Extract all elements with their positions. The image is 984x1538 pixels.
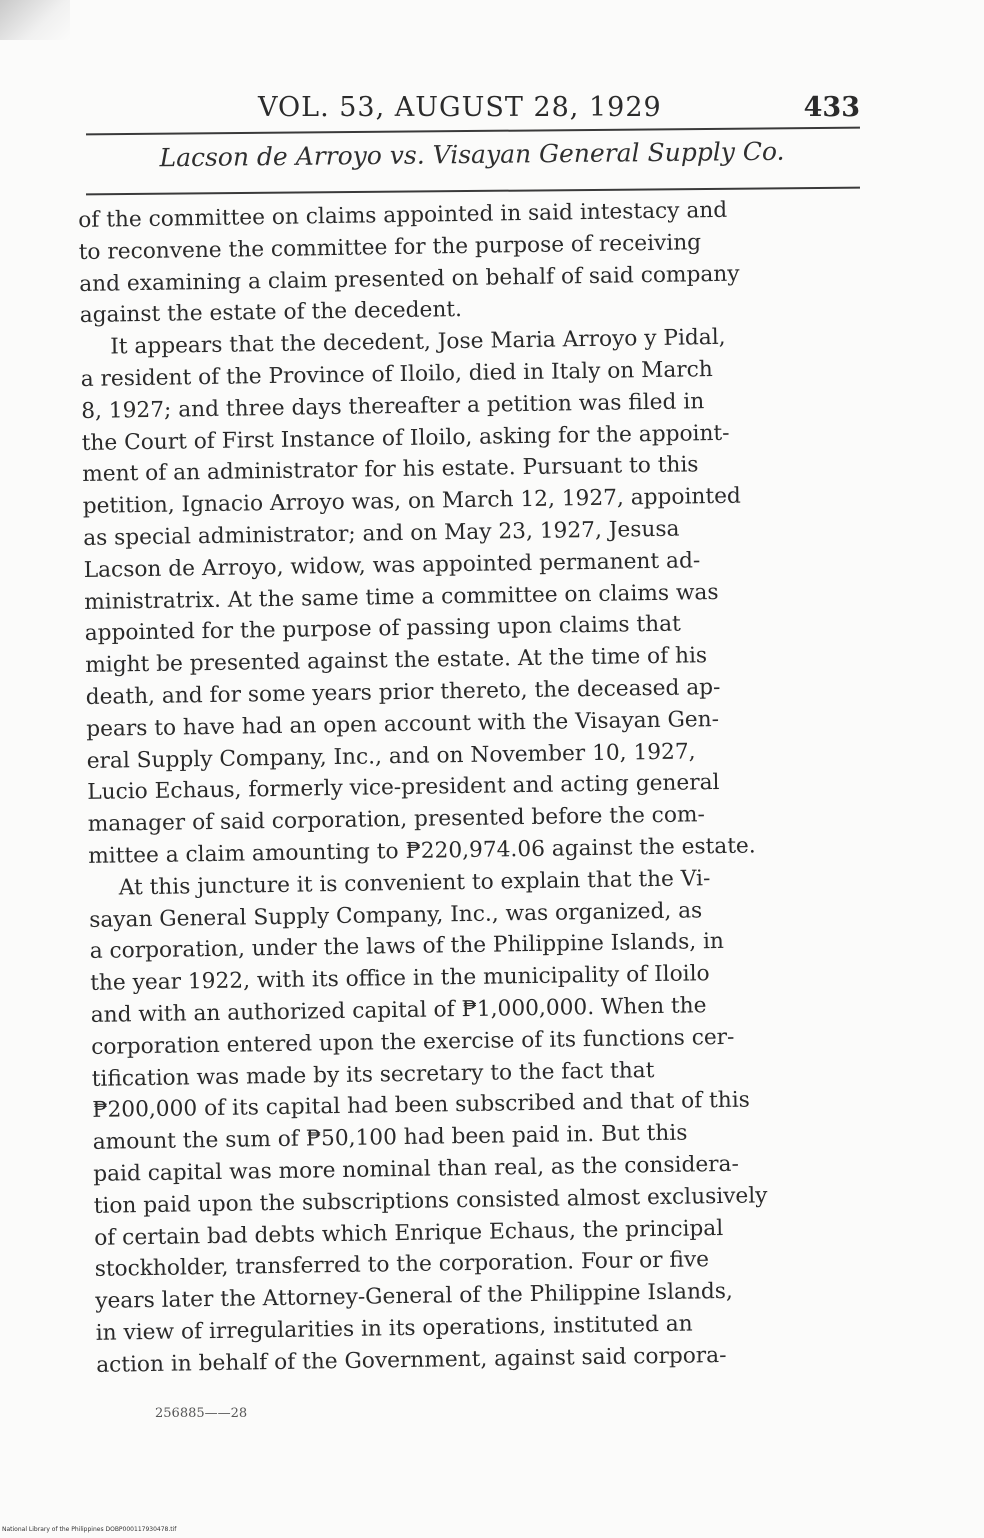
text-line: a resident of the Province of Iloilo, died in Italy on March <box>80 357 713 392</box>
text-line: the year 1922, with its office in the municipality of Iloilo <box>90 961 710 997</box>
text-line: ₱200,000 of its capital had been subscribed and that of this <box>92 1087 751 1124</box>
text-line: manager of said corporation, presented before the com- <box>87 802 706 838</box>
text-line: and with an authorized capital of ₱1,000,000. When the <box>90 993 707 1028</box>
text-line: appointed for the purpose of passing upon claims that <box>84 611 681 647</box>
text-line: ment of an administrator for his estate. Pursuant to this <box>82 452 699 488</box>
text-line: eral Supply Company, Inc., and on November 10, 1927, <box>86 738 696 774</box>
text-line: Lucio Echaus, formerly vice-president and acting general <box>87 770 720 806</box>
case-caption: Lacson de Arroyo vs. Visayan General Supply Co. <box>159 136 785 173</box>
text-line: the Court of First Instance of Iloilo, asking for the appoint- <box>81 420 730 456</box>
text-line: paid capital was more nominal than real, as the considera- <box>93 1151 740 1187</box>
text-line: It appears that the decedent, Jose Maria Arroyo y Pidal, <box>110 325 726 360</box>
text-line: corporation entered upon the exercise of its functions cer- <box>91 1024 735 1060</box>
text-line: death, and for some years prior thereto, the deceased ap- <box>85 674 721 710</box>
text-line: against the estate of the decedent. <box>79 297 463 329</box>
text-line: in view of irregularities in its operations, instituted an <box>95 1311 693 1346</box>
text-line: amount the sum of ₱50,100 had been paid in. But this <box>92 1120 688 1155</box>
scan-edge-shadow <box>0 0 70 40</box>
text-line: 8, 1927; and three days thereafter a petition was filed in <box>81 388 705 424</box>
text-line: At this juncture it is convenient to explain that the Vi- <box>118 865 711 901</box>
printer-signature-code: 256885——28 <box>155 1406 248 1421</box>
text-line: pears to have had an open account with the Visayan Gen- <box>86 706 720 742</box>
page-number: 433 <box>803 92 860 123</box>
text-line: and examining a claim presented on behalf of said company <box>79 261 740 297</box>
text-line: ministratrix. At the same time a committee on claims was <box>84 579 719 615</box>
text-line: mittee a claim amounting to ₱220,974.06 against the estate. <box>88 833 756 869</box>
body-text <box>78 193 886 1382</box>
text-line: a corporation, under the laws of the Philippine Islands, in <box>89 929 725 965</box>
text-line: to reconvene the committee for the purpose of receiving <box>78 230 702 265</box>
text-line: petition, Ignacio Arroyo was, on March 12, 1927, appointed <box>82 483 742 520</box>
library-stamp: National Library of the Philippines DOBP000117930478.tif <box>2 1526 177 1533</box>
text-line: as special administrator; and on May 23, 1927, Jesusa <box>83 516 680 551</box>
volume-date: VOL. 53, AUGUST 28, 1929 <box>258 92 662 123</box>
text-line: Lacson de Arroyo, widow, was appointed permanent ad- <box>83 548 701 583</box>
text-line: action in behalf of the Government, against said corpora- <box>96 1342 727 1378</box>
text-line: of certain bad debts which Enrique Echaus, the principal <box>94 1215 724 1251</box>
running-header <box>80 92 860 132</box>
text-line: might be presented against the estate. At the time of his <box>85 643 708 679</box>
text-line: stockholder, transferred to the corporation. Four or five <box>94 1247 710 1283</box>
text-line: years later the Attorney-General of the Philippine Islands, <box>95 1278 734 1314</box>
text-line: of the committee on claims appointed in said intestacy and <box>78 197 728 233</box>
text-line: tion paid upon the subscriptions consisted almost exclusively <box>93 1182 768 1219</box>
text-line: sayan General Supply Company, Inc., was organized, as <box>89 897 703 933</box>
text-line: tification was made by its secretary to the fact that <box>91 1057 655 1092</box>
